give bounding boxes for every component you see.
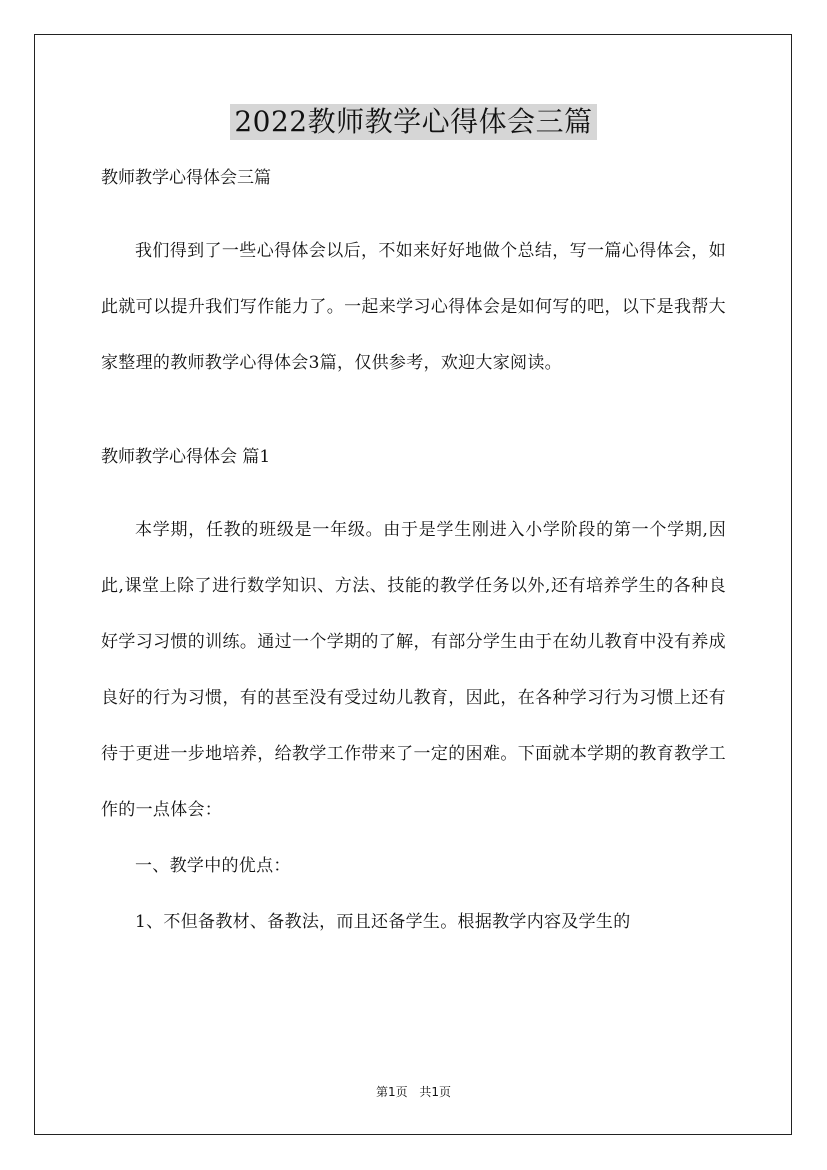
section1-paragraph-2: 一、教学中的优点： — [135, 856, 291, 876]
section1-paragraph-1: 本学期，任教的班级是一年级。由于是学生刚进入小学阶段的第一个学期,因此,课堂上除了进行数学知识、方法、技能的教学任务以外,还有培养学生的各种良好学习习惯的训练。通过一个学期的了解，有部分学生由于在幼儿教育中没有养成良好的行为习惯，有的甚至没有受过幼儿教育，因此，在各种学习行为习惯上还有待于更进一步地培养，给教学工作带来了一定的困难。下面就本学期的教育教学工作的一点体会： — [101, 520, 726, 820]
section1-heading: 教师教学心得体会 篇1 — [101, 447, 271, 467]
document-body — [101, 167, 726, 950]
document-subtitle: 教师教学心得体会三篇 — [101, 168, 271, 188]
page-footer — [0, 1084, 827, 1100]
intro-paragraph: 我们得到了一些心得体会以后，不如来好好地做个总结，写一篇心得体会，如此就可以提升我们写作能力了。一起来学习心得体会是如何写的吧，以下是我帮大家整理的教师教学心得体会3篇，仅供参考，欢迎大家阅读。 — [101, 241, 726, 373]
section1-paragraph-3: 1、不但备教材、备教法，而且还备学生。根据教学内容及学生的 — [135, 912, 631, 932]
page-number-current: 第1页 — [375, 1085, 408, 1099]
page-number-total: 共1页 — [419, 1085, 452, 1099]
section-gap — [101, 391, 726, 446]
document-title-text: 2022教师教学心得体会三篇 — [230, 104, 596, 140]
document-title — [0, 104, 827, 140]
